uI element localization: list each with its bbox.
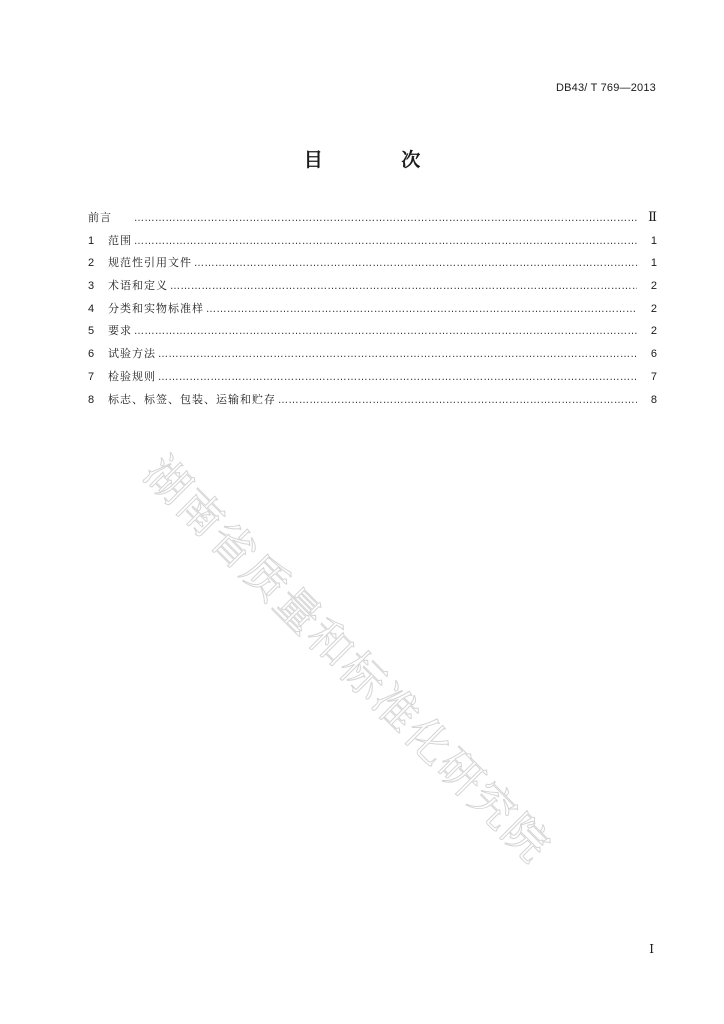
toc-entry-label: 术语和定义 — [108, 279, 168, 293]
toc-leader-dots — [278, 390, 637, 413]
toc-entry-page: 7 — [650, 370, 657, 383]
toc-entry-label: 规范性引用文件 — [108, 256, 192, 270]
toc-entry-label: 试验方法 — [108, 347, 156, 361]
toc-leader-dots — [206, 299, 637, 322]
toc-entry-page: 1 — [650, 234, 657, 247]
toc-entry-1[interactable] — [88, 230, 657, 253]
toc-entry-number: 1 — [88, 234, 95, 247]
toc-entry-page: 8 — [650, 393, 657, 406]
toc-entry-8[interactable] — [88, 389, 657, 412]
toc-entry-number: 4 — [88, 302, 95, 315]
toc-leader-dots — [194, 253, 637, 276]
watermark: 湖南省质量和标准化研究院 — [133, 447, 561, 874]
toc-leader-dots — [170, 276, 637, 299]
toc-entry-3[interactable] — [88, 275, 657, 298]
toc-entry-number: 5 — [88, 325, 95, 338]
toc-entry-number: 8 — [88, 393, 95, 406]
toc-entry-preface[interactable] — [88, 207, 657, 230]
toc-entry-page: 2 — [650, 325, 657, 338]
toc-entry-4[interactable] — [88, 298, 657, 321]
toc-leader-dots — [134, 231, 637, 254]
toc-leader-dots — [158, 367, 637, 390]
toc-entry-number: 6 — [88, 348, 95, 361]
toc-entry-5[interactable] — [88, 320, 657, 343]
toc-entry-2[interactable] — [88, 252, 657, 275]
toc-entry-page: 1 — [650, 257, 657, 270]
toc-entry-label: 标志、标签、包装、运输和贮存 — [108, 392, 276, 406]
toc-entry-number: 2 — [88, 257, 95, 270]
toc-entry-label: 检验规则 — [108, 369, 156, 383]
toc-entry-page: 2 — [650, 280, 657, 293]
toc-entry-number: 3 — [88, 280, 95, 293]
document-code: DB43/ T 769—2013 — [555, 82, 656, 94]
toc-entry-page: 2 — [650, 302, 657, 315]
toc-entry-label: 前言 — [88, 211, 112, 224]
toc-entry-label: 分类和实物标准样 — [108, 301, 204, 315]
table-of-contents — [88, 207, 657, 411]
toc-entry-label: 要求 — [108, 324, 132, 338]
toc-entry-7[interactable] — [88, 366, 657, 389]
toc-entry-number: 7 — [88, 370, 95, 383]
page-title: 目 次 — [303, 149, 457, 171]
page-number: I — [649, 942, 654, 956]
toc-entry-6[interactable] — [88, 343, 657, 366]
toc-leader-dots — [134, 321, 637, 344]
toc-entry-label: 范围 — [108, 233, 132, 247]
toc-leader-dots — [134, 208, 637, 231]
toc-entry-page: 6 — [650, 348, 657, 361]
toc-entry-page: Ⅱ — [648, 210, 657, 225]
toc-leader-dots — [158, 344, 637, 367]
